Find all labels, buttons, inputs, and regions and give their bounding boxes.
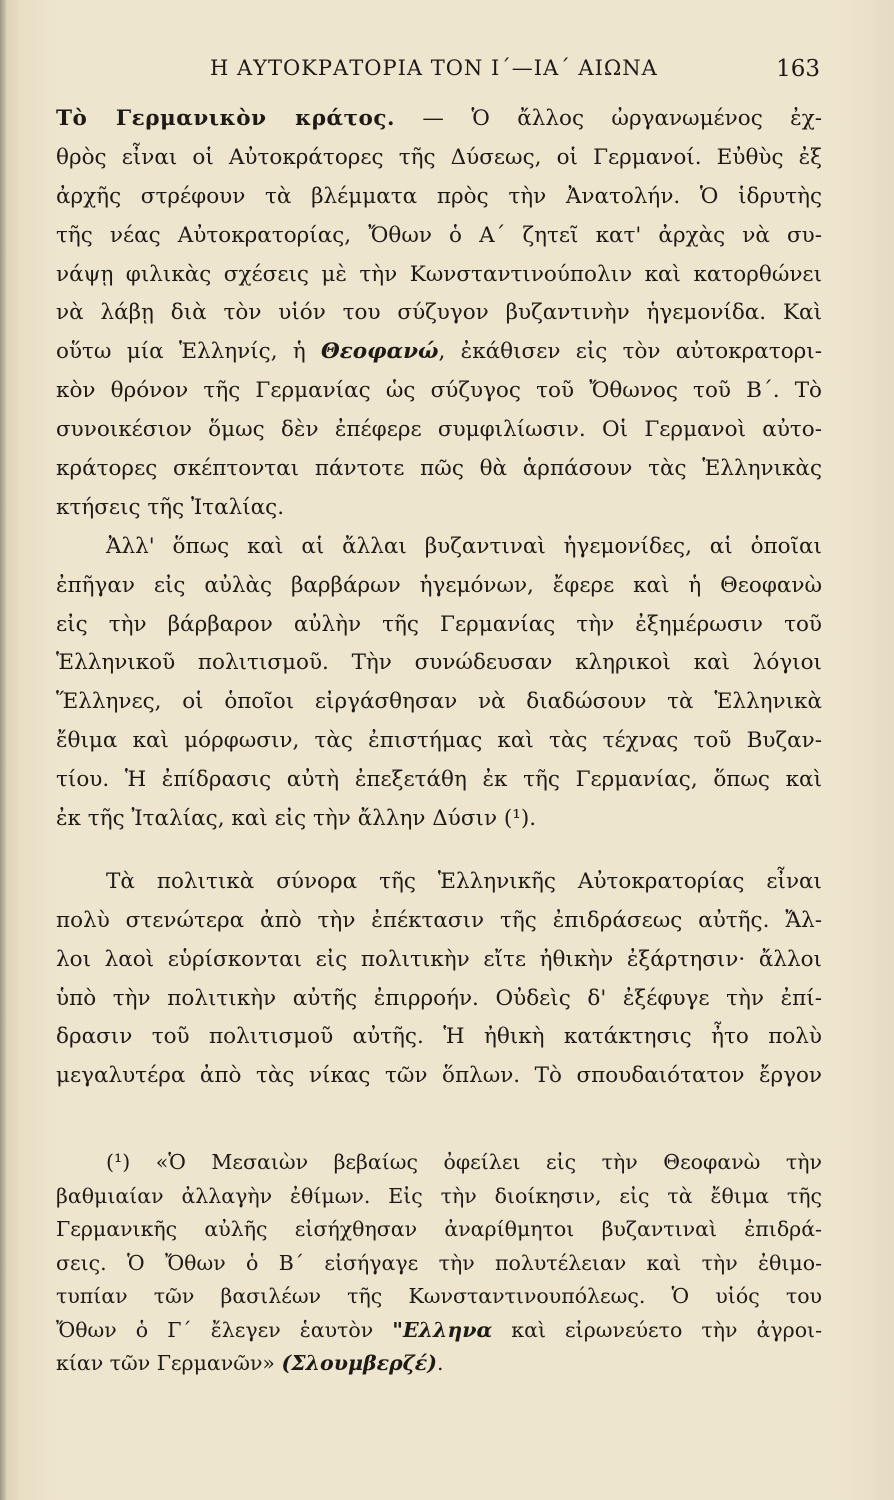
paragraph-1-line: θρὸς εἶναι οἱ Αὐτοκράτορες τῆς Δύσεως, οἱ Γερμανοί. Εὐθὺς ἐξ — [56, 144, 822, 170]
footnote-line: Ὄθων ὁ Γ΄ ἔλεγεν ἑαυτὸν "Ελληνα καὶ εἰρωνεύετο τὴν ἀγροι- — [56, 1317, 822, 1342]
footnote-line: σεις. Ὁ Ὄθων ὁ Β΄ εἰσήγαγε τὴν πολυτέλειαν καὶ τὴν ἐθιμο- — [56, 1250, 822, 1275]
paragraph-2-line: εἰς τὴν βάρβαρον αὐλὴν τῆς Γερμανίας τὴν ἐξημέρωσιν τοῦ — [56, 611, 822, 637]
paragraph-2-line: Ἕλληνες, οἱ ὁποῖοι εἰργάσθησαν νὰ διαδώσουν τὰ Ἑλληνικὰ — [56, 689, 822, 715]
paragraph-1-line: κτήσεις τῆς Ἰταλίας. — [56, 494, 285, 520]
paragraph-1-line: κράτορες σκέπτονται πάντοτε πῶς θὰ ἁρπάσουν τὰς Ἑλληνικὰς — [56, 456, 822, 482]
page-edge-shadow — [0, 0, 6, 1500]
paragraph-1-line: συνοικέσιον ὅμως δὲν ἐπέφερε συμφιλίωσιν. Οἱ Γερμανοὶ αὐτο- — [56, 417, 822, 443]
section-heading: Τὸ Γερμανικὸν κράτος. — [56, 106, 395, 131]
page-number: 163 — [776, 56, 820, 82]
footnote-block — [56, 1146, 822, 1381]
running-head: Η ΑΥΤΟΚΡΑΤΟΡΙΑ ΤΟΝ Ι΄—ΙΑ΄ ΑΙΩΝΑ — [210, 56, 658, 80]
footnote-line: (¹) «Ὁ Μεσαιὼν βεβαίως ὀφείλει εἰς τὴν Θεοφανὼ τὴν — [106, 1150, 822, 1174]
emphasized-name: Θεοφανώ — [321, 339, 439, 365]
footnote-source: (Σλουμβερζέ) — [281, 1351, 437, 1375]
paragraph-1-line: νάψῃ φιλικὰς σχέσεις μὲ τὴν Κωνσταντινούπολιν καὶ κατορθώνει — [56, 261, 822, 287]
paragraph-3-line: δρασιν τοῦ πολιτισμοῦ αὐτῆς. Ἡ ἠθικὴ κατάκτησις ἦτο πολὺ — [56, 1024, 822, 1050]
emphasized-word: "Ελληνα — [392, 1317, 493, 1342]
paragraph-1-line: τῆς νέας Αὐτοκρατορίας, Ὄθων ὁ Α΄ ζητεῖ κατ' ἀρχὰς νὰ συ- — [56, 222, 822, 248]
paragraph-1-line: ἀρχῆς στρέφουν τὰ βλέμματα πρὸς τὴν Ἀνατολήν. Ὁ ἱδρυτὴς — [56, 183, 822, 209]
paragraph-2-line: ἔθιμα καὶ μόρφωσιν, τὰς ἐπιστήμας καὶ τὰς τέχνας τοῦ Βυζαν- — [56, 728, 822, 754]
paragraph-1-line: νὰ λάβῃ διὰ τὸν υἱόν του σύζυγον βυζαντινὴν ἡγεμονίδα. Καὶ — [56, 300, 822, 326]
footnote-line: τυπίαν τῶν βασιλέων τῆς Κωνσταντινουπόλεως. Ὁ υἱός του — [56, 1284, 822, 1308]
paragraph-3-line: λοι λαοὶ εὑρίσκονται εἰς πολιτικὴν εἴτε ἠθικὴν ἐξάρτησιν· ἄλλοι — [56, 946, 822, 972]
paragraph-gap — [56, 839, 822, 863]
paragraph-2-line: ἐπῆγαν εἰς αὐλὰς βαρβάρων ἡγεμόνων, ἔφερε καὶ ἡ Θεοφανὼ — [56, 572, 822, 598]
footnote-line: κίαν τῶν Γερμανῶν» (Σλουμβερζέ). — [56, 1351, 444, 1375]
paragraph-2-line: Ἀλλ' ὅπως καὶ αἱ ἄλλαι βυζαντιναὶ ἡγεμονίδες, αἱ ὁποῖαι — [106, 533, 822, 559]
paragraph-2-line: ἐκ τῆς Ἰταλίας, καὶ εἰς τὴν ἄλλην Δύσιν (¹). — [56, 806, 537, 832]
paragraph-2-line: τίου. Ἡ ἐπίδρασις αὐτὴ ἐπεξετάθη ἐκ τῆς Γερμανίας, ὅπως καὶ — [56, 767, 822, 793]
paragraph-3-line: Τὰ πολιτικὰ σύνορα τῆς Ἑλληνικῆς Αὐτοκρατορίας εἶναι — [106, 868, 822, 894]
paragraph-1-line: κὸν θρόνον τῆς Γερμανίας ὡς σύζυγος τοῦ Ὄθωνος τοῦ Β΄. Τὸ — [56, 378, 822, 404]
footnote-line: βαθμιαίαν ἀλλαγὴν ἐθίμων. Εἰς τὴν διοίκησιν, εἰς τὰ ἔθιμα τῆς — [56, 1183, 822, 1208]
paragraph-1-line-1: Τὸ Γερμανικὸν κράτος. — Ὁ ἄλλος ὠργανωμένος ἐχ- — [56, 106, 823, 131]
footnote-line: Γερμανικῆς αὐλῆς εἰσήχθησαν ἀναρίθμητοι βυζαντιναὶ ἐπιδρά- — [56, 1217, 822, 1241]
paragraph-3-line: μεγαλυτέρα ἀπὸ τὰς νίκας τῶν ὅπλων. Τὸ σπουδαιότατον ἔργον — [56, 1063, 822, 1089]
paragraph-3-line: ὑπὸ τὴν πολιτικὴν αὐτῆς ἐπιρροήν. Οὐδεὶς δ' ἐξέφυγε τὴν ἐπί- — [56, 985, 822, 1011]
paragraph-1-line: οὕτω μία Ἑλληνίς, ἡ Θεοφανώ, ἐκάθισεν εἰς τὸν αὐτοκρατορι- — [56, 339, 822, 365]
paragraph-3-line: πολὺ στενώτερα ἀπὸ τὴν ἐπέκτασιν τῆς ἐπιδράσεως αὐτῆς. Ἄλ- — [56, 907, 822, 933]
paragraph-2-line: Ἑλληνικοῦ πολιτισμοῦ. Τὴν συνώδευσαν κληρικοὶ καὶ λόγιοι — [56, 650, 822, 676]
page-header — [60, 56, 820, 86]
body-text — [56, 100, 822, 1096]
